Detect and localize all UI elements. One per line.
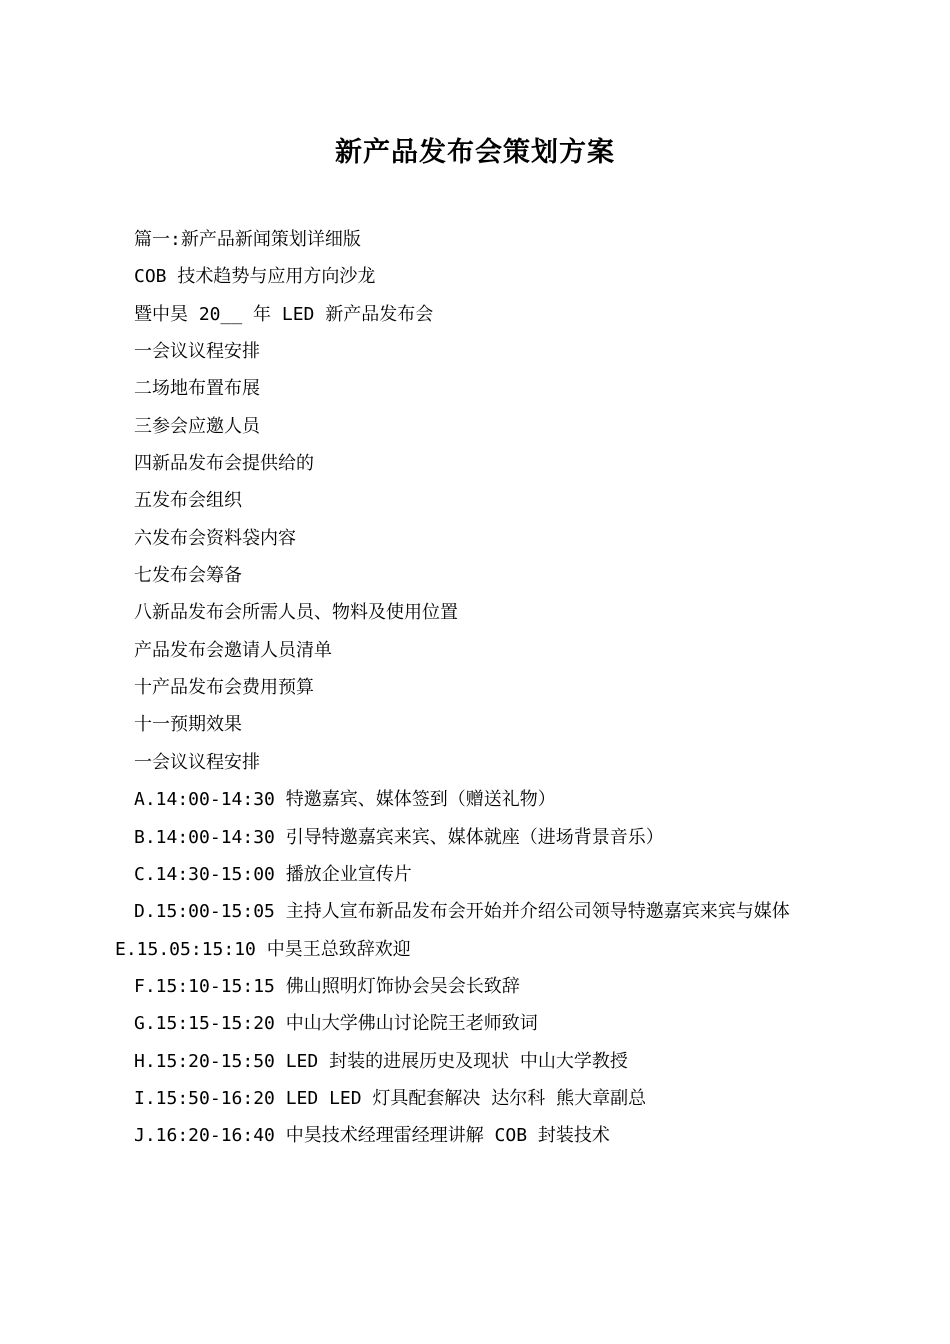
agenda-line: H.15:20-15:50 LED 封装的进展历史及现状 中山大学教授 (134, 1050, 628, 1072)
text-line: 十产品发布会费用预算 (134, 677, 314, 699)
text-line: 七发布会筹备 (134, 565, 242, 587)
agenda-line: I.15:50-16:20 LED LED 灯具配套解决 达尔科 熊大章副总 (134, 1087, 647, 1109)
text-line: 一会议议程安排 (134, 341, 260, 363)
text-line: 二场地布置布展 (134, 378, 260, 400)
text-line: 篇一:新产品新闻策划详细版 (134, 229, 361, 250)
agenda-line: D.15:00-15:05 主持人宣布新品发布会开始并介绍公司领导特邀嘉宾来宾与媒体 (134, 901, 790, 923)
text-line: 产品发布会邀请人员清单 (134, 639, 332, 661)
text-line: 三参会应邀人员 (134, 415, 260, 437)
text-line: 八新品发布会所需人员、物料及使用位置 (134, 602, 458, 624)
text-line: 十一预期效果 (134, 714, 242, 736)
text-line: 五发布会组织 (134, 490, 242, 512)
agenda-line: A.14:00-14:30 特邀嘉宾、媒体签到（赠送礼物） (134, 789, 556, 811)
agenda-line: C.14:30-15:00 播放企业宣传片 (134, 863, 412, 885)
text-line: 四新品发布会提供给的 (134, 453, 314, 475)
agenda-line: B.14:00-14:30 引导特邀嘉宾来宾、媒体就座（进场背景音乐） (134, 826, 664, 848)
agenda-line: E.15.05:15:10 中昊王总致辞欢迎 (115, 938, 411, 960)
text-line: 暨中昊 20__ 年 LED 新产品发布会 (134, 303, 434, 325)
agenda-line: G.15:15-15:20 中山大学佛山讨论院王老师致词 (134, 1013, 538, 1035)
agenda-line: J.16:20-16:40 中昊技术经理雷经理讲解 COB 封装技术 (134, 1125, 610, 1147)
document-body (0, 221, 950, 1155)
text-line: 六发布会资料袋内容 (134, 527, 296, 549)
text-line: 一会议议程安排 (134, 751, 260, 773)
text-line: COB 技术趋势与应用方向沙龙 (134, 266, 376, 288)
agenda-line: F.15:10-15:15 佛山照明灯饰协会吴会长致辞 (134, 975, 520, 997)
document-title: 新产品发布会策划方案 (335, 137, 615, 168)
